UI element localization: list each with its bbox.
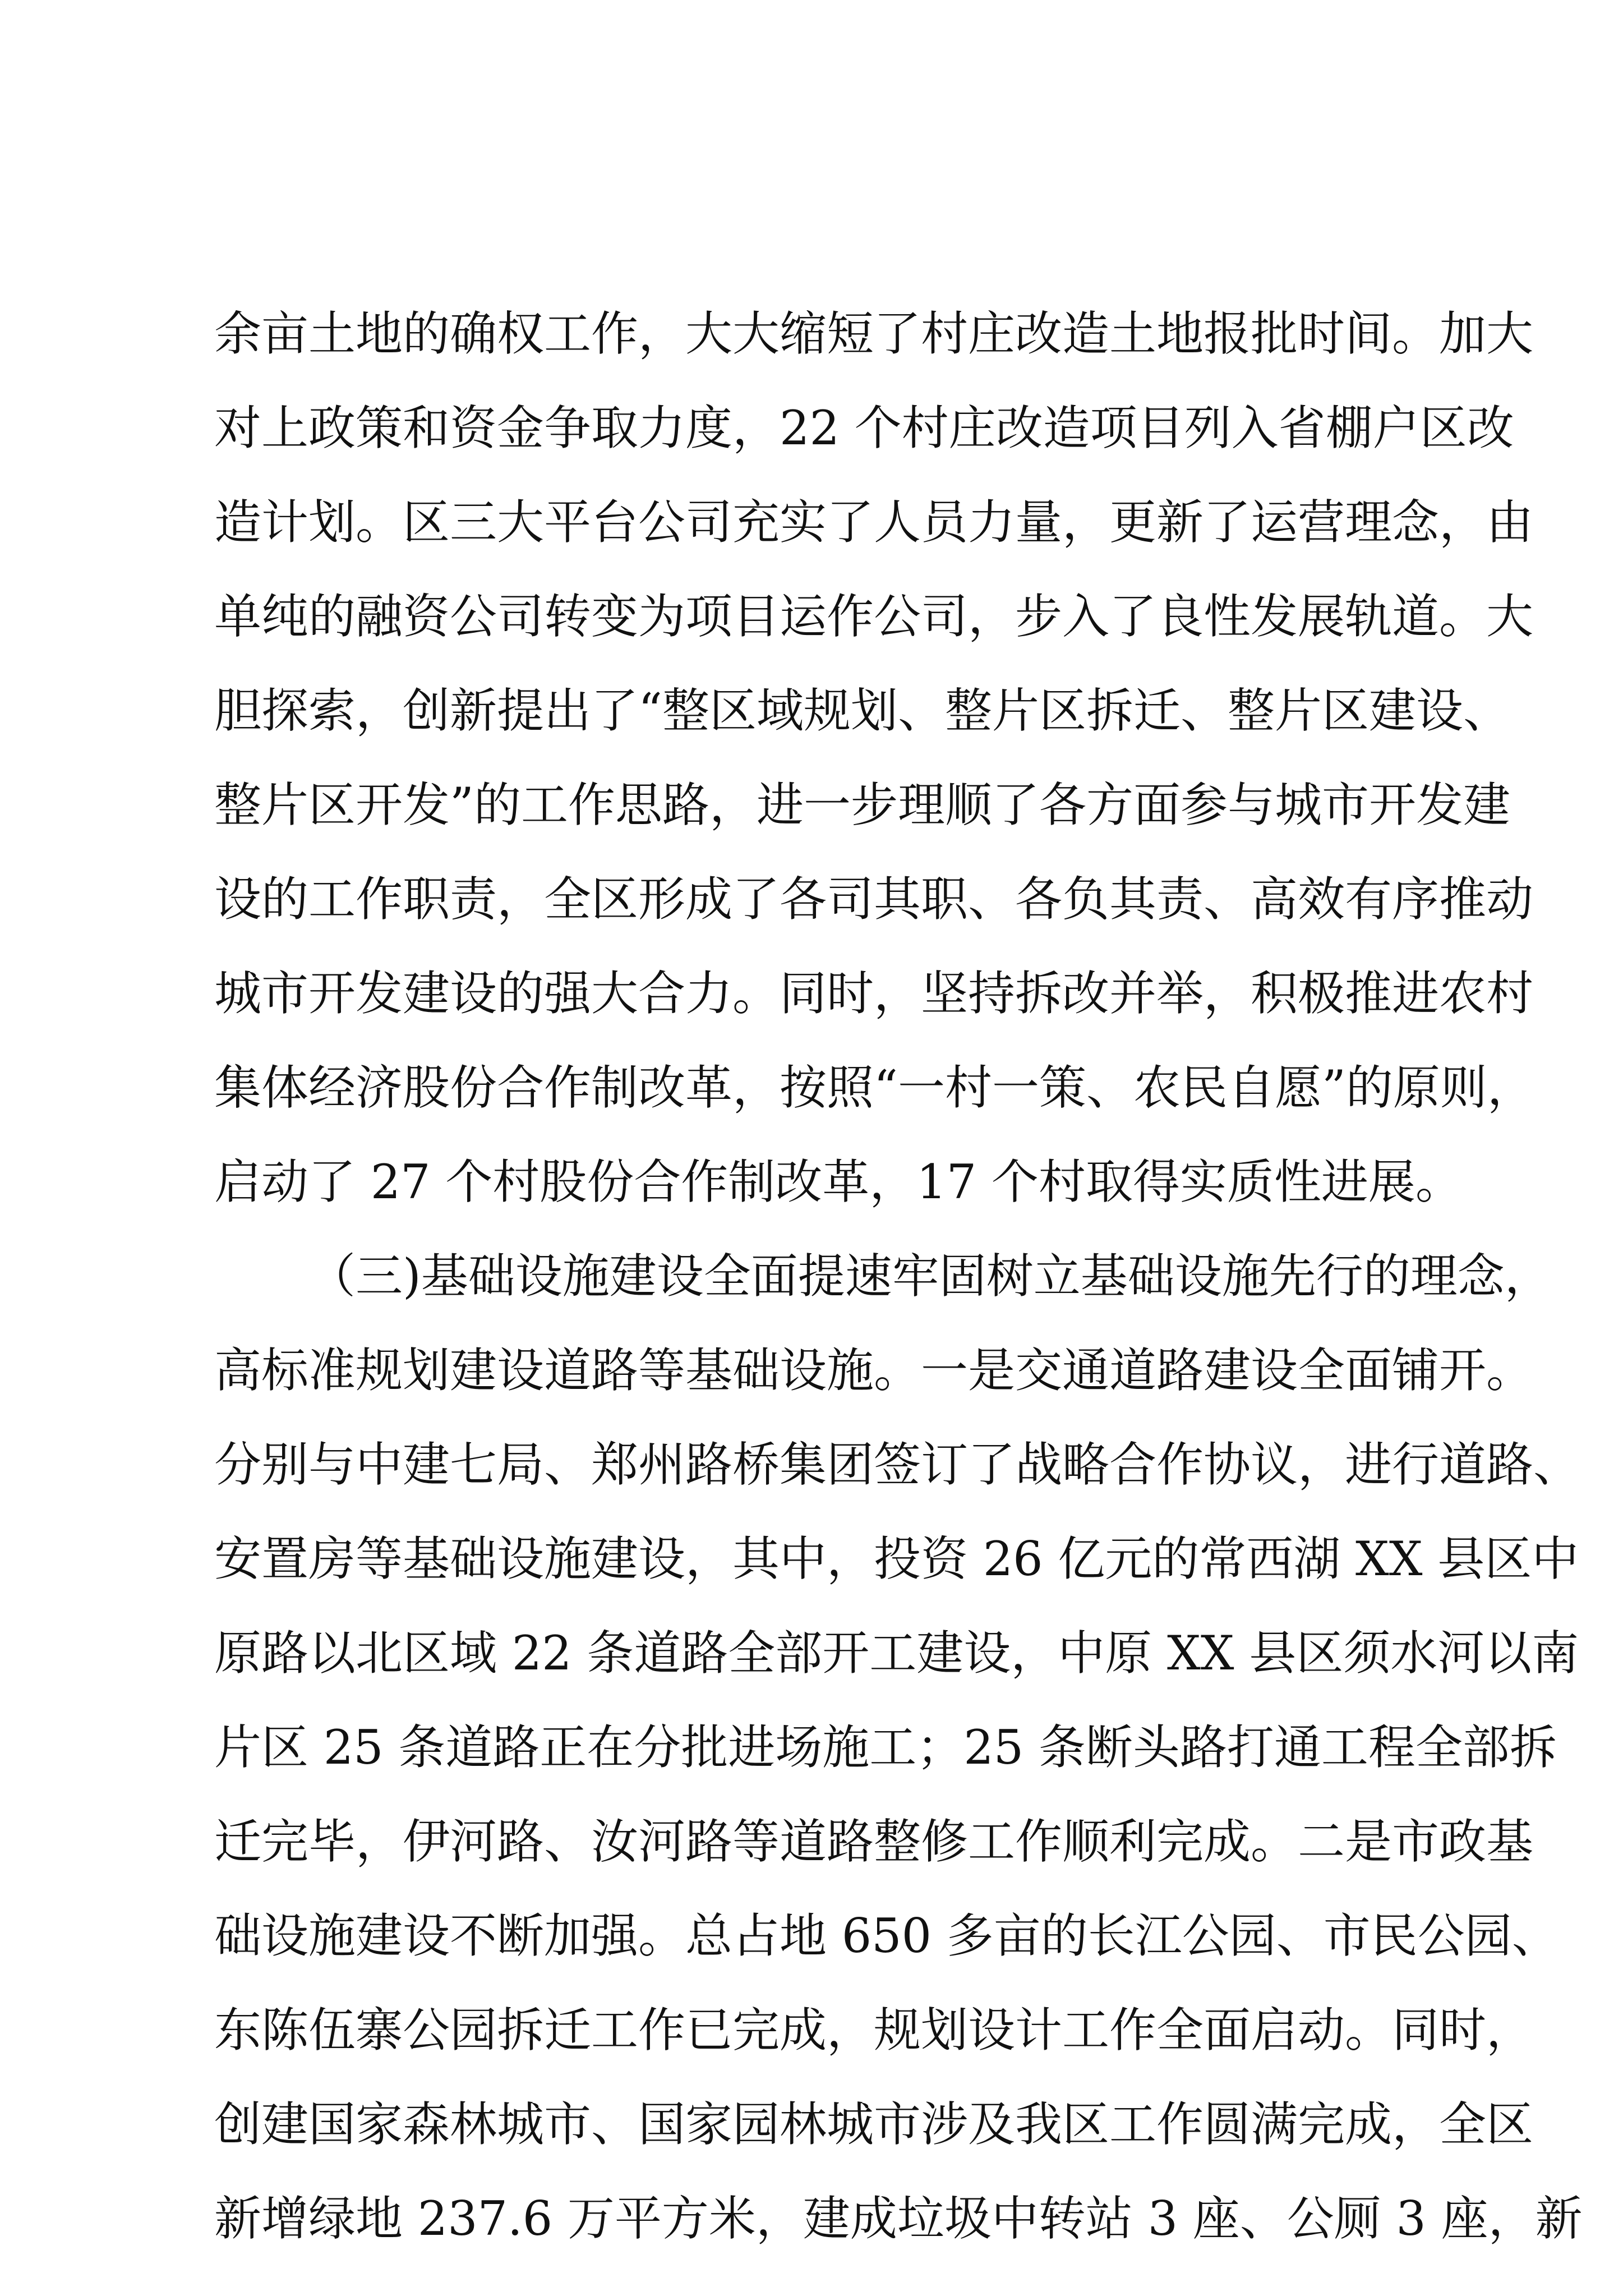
text-line: （三)基础设施建设全面提速牢固树立基础设施先行的理念， (308, 1249, 1552, 1304)
text-line: 余亩土地的确权工作，大大缩短了村庄改造土地报批时间。加大 (214, 306, 1534, 361)
text-line: 新增绿地 237.6 万平方米，建成垃圾中转站 3 座、公厕 3 座，新 (214, 2191, 1583, 2246)
text-line: 集体经济股份合作制改革，按照“一村一策、农民自愿”的原则， (214, 1060, 1534, 1115)
text-line: 启动了 27 个村股份合作制改革，17 个村取得实质性进展。 (214, 1154, 1463, 1209)
text-line: 城市开发建设的强大合力。同时，坚持拆改并举，积极推进农村 (214, 966, 1534, 1021)
text-line: 创建国家森林城市、国家园林城市涉及我区工作圆满完成，全区 (214, 2097, 1534, 2152)
text-line: 设的工作职责，全区形成了各司其职、各负其责、高效有序推动 (214, 872, 1534, 927)
text-line: 单纯的融资公司转变为项目运作公司，步入了良性发展轨道。大 (214, 589, 1534, 644)
text-line: 原路以北区域 22 条道路全部开工建设，中原 XX 县区须水河以南 (214, 1626, 1579, 1681)
text-line: 对上政策和资金争取力度，22 个村庄改造项目列入省棚户区改 (214, 401, 1514, 455)
text-line: 础设施建设不断加强。总占地 650 多亩的长江公园、市民公园、 (214, 1908, 1559, 1963)
text-line: 造计划。区三大平台公司充实了人员力量，更新了运营理念，由 (214, 495, 1534, 550)
text-line: 整片区开发”的工作思路，进一步理顺了各方面参与城市开发建 (214, 777, 1510, 832)
text-line: 东陈伍寨公园拆迁工作已完成，规划设计工作全面启动。同时， (214, 2003, 1534, 2058)
text-line: 分别与中建七局、郑州路桥集团签订了战略合作协议，进行道路、 (214, 1437, 1581, 1492)
text-line: 片区 25 条道路正在分批进场施工；25 条断头路打通工程全部拆 (214, 1720, 1557, 1775)
text-line: 安置房等基础设施建设，其中，投资 26 亿元的常西湖 XX 县区中 (214, 1531, 1579, 1586)
text-line: 高标准规划建设道路等基础设施。一是交通道路建设全面铺开。 (214, 1343, 1534, 1398)
text-line: 胆探索，创新提出了“整区域规划、整片区拆迁、整片区建设、 (214, 683, 1510, 738)
text-line: 迁完毕，伊河路、汝河路等道路整修工作顺利完成。二是市政基 (214, 1814, 1534, 1869)
